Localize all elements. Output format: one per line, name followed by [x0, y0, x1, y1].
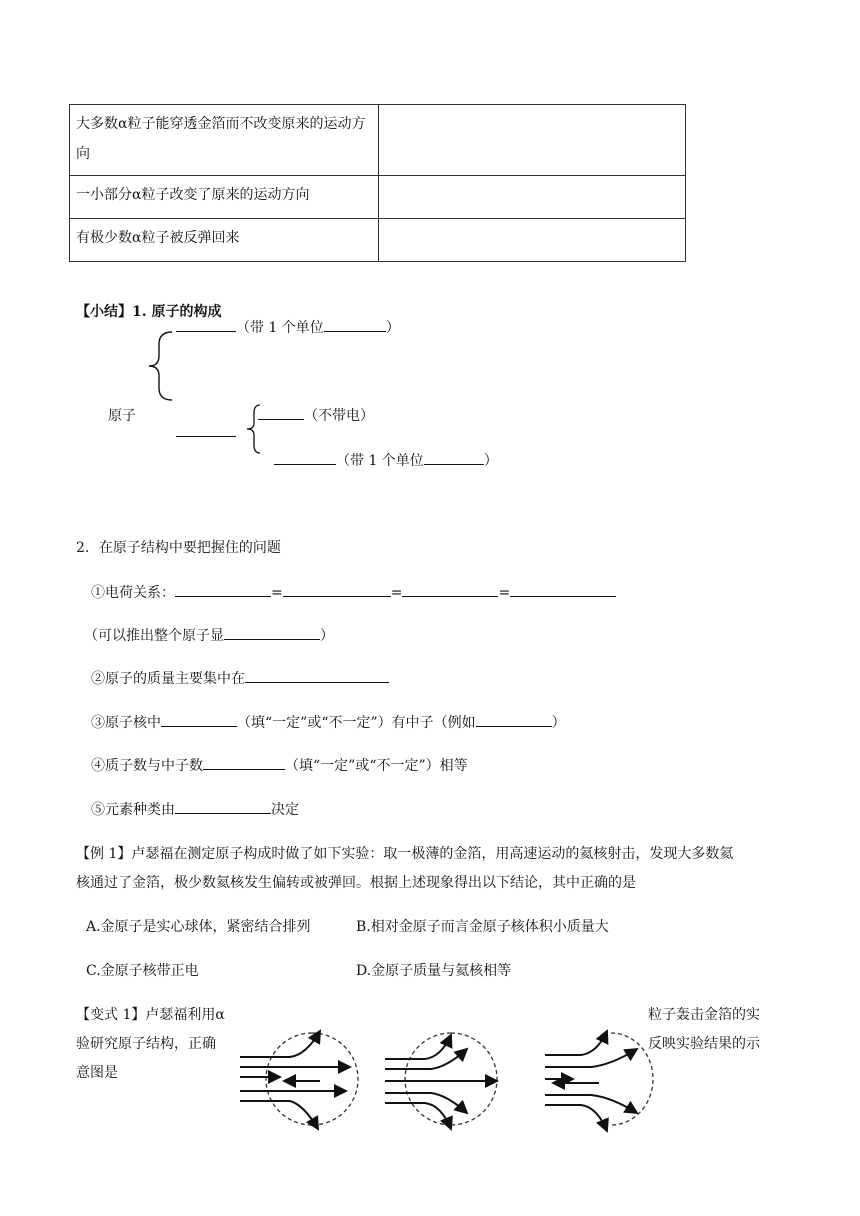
blank-line[interactable]	[324, 317, 386, 332]
atom-label: 原子	[108, 408, 136, 424]
blank-line[interactable]	[175, 582, 271, 597]
mass-concentration: ②原子的质量主要集中在	[91, 668, 389, 688]
blank-line[interactable]	[203, 755, 285, 770]
proton-neutron-question: ④质子数与中子数 （填“一定”或“不一定”）相等	[91, 755, 468, 775]
conclusion-cell[interactable]	[379, 105, 686, 176]
blank-line[interactable]	[245, 668, 389, 683]
blank-line[interactable]	[175, 799, 271, 814]
variant1-left-line1: 【变式 1】卢瑟福利用α	[76, 1007, 225, 1023]
blank-line[interactable]	[476, 712, 552, 727]
variant1-left-line3: 意图是	[76, 1065, 118, 1081]
blank-line[interactable]	[176, 422, 236, 437]
charge-inference: （可以推出整个原子显 ）	[84, 625, 334, 645]
table-row	[70, 105, 686, 176]
electron-note: （带 1 个单位	[236, 320, 324, 336]
blank-line[interactable]	[176, 317, 236, 332]
electron-row	[176, 317, 400, 337]
blank-line[interactable]	[510, 582, 616, 597]
element-type-question: ⑤元素种类由 决定	[91, 799, 299, 819]
conclusion-cell[interactable]	[379, 219, 686, 262]
scattering-diagram-2	[385, 1025, 515, 1135]
option-b[interactable]: B.相对金原子而言金原子核体积小质量大	[356, 919, 609, 935]
scattering-diagram-3	[545, 1025, 675, 1135]
nucleus-row	[176, 422, 236, 441]
phenomenon-cell: 大多数α粒子能穿透金箔而不改变原来的运动方向	[70, 105, 379, 176]
variant1-right-line1: 粒子轰击金箔的实	[648, 1007, 760, 1023]
phenomenon-cell: 一小部分α粒子改变了原来的运动方向	[70, 176, 379, 219]
table-row	[70, 219, 686, 262]
variant1-left-line2: 验研究原子结构，正确	[76, 1036, 216, 1052]
blank-line[interactable]	[274, 450, 336, 465]
scattering-diagram-1	[240, 1025, 370, 1135]
blank-line[interactable]	[424, 450, 484, 465]
table-row	[70, 176, 686, 219]
close-paren: ）	[483, 453, 498, 469]
conclusion-cell[interactable]	[379, 176, 686, 219]
left-brace-icon	[145, 330, 175, 402]
section2-heading: 2．在原子结构中要把握住的问题	[76, 540, 281, 556]
option-c[interactable]: C.金原子核带正电	[86, 963, 199, 979]
summary-heading: 【小结】1. 原子的构成	[76, 304, 222, 320]
neutron-note: （不带电）	[304, 408, 374, 424]
blank-line[interactable]	[224, 625, 320, 640]
blank-line[interactable]	[283, 582, 391, 597]
neutron-row	[258, 405, 374, 425]
example1-stem-line1: 【例 1】卢瑟福在测定原子构成时做了如下实验：取一极薄的金箔，用高速运动的氦核射击，发现大多数氦	[76, 846, 734, 862]
example1-stem-line2: 核通过了金箔，极少数氦核发生偏转或被弹回。根据上述现象得出以下结论，其中正确的是	[76, 875, 636, 891]
variant1-right-line2: 反映实验结果的示	[648, 1036, 760, 1052]
proton-row	[274, 450, 498, 470]
blank-line[interactable]	[402, 582, 498, 597]
neutron-question: ③原子核中 （填“一定”或“不一定”）有中子（例如 ）	[91, 712, 566, 732]
option-d[interactable]: D.金原子质量与氦核相等	[356, 963, 512, 979]
observation-table	[69, 104, 686, 262]
blank-line[interactable]	[258, 405, 304, 420]
charge-relation: ①电荷关系： = = =	[91, 582, 616, 602]
blank-line[interactable]	[161, 712, 237, 727]
proton-note: （带 1 个单位	[336, 453, 424, 469]
option-a[interactable]: A.金原子是实心球体，紧密结合排列	[86, 919, 311, 935]
close-paren: ）	[385, 320, 400, 336]
phenomenon-cell: 有极少数α粒子被反弹回来	[70, 219, 379, 262]
